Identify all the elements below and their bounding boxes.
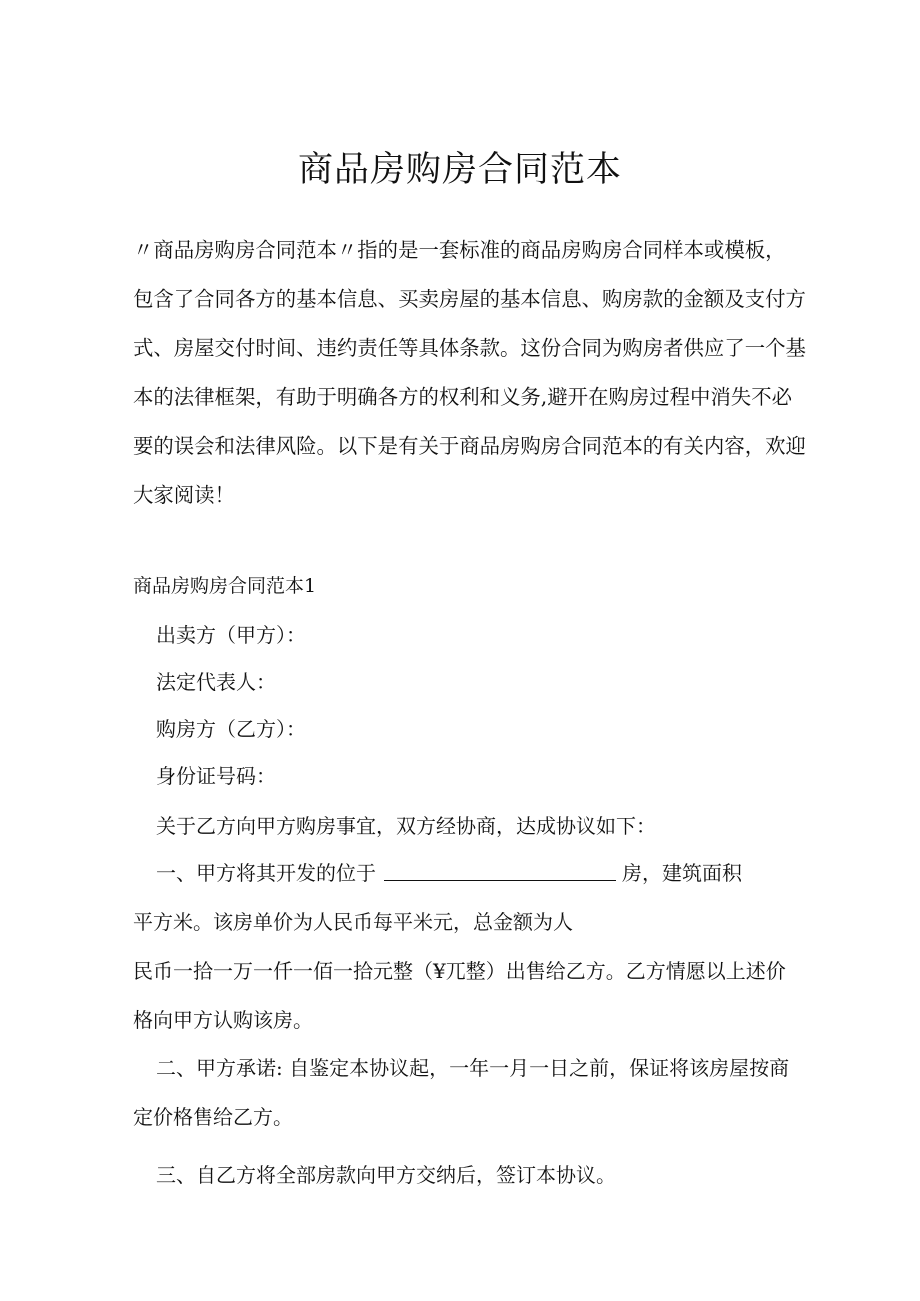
seller-field: 出卖方（甲方）：: [156, 623, 306, 647]
location-blank-line: [384, 860, 616, 881]
document-title: 商品房购房合同范本: [297, 150, 622, 190]
clause-1: [133, 849, 833, 1045]
intro-line: 要的误会和法律风险。以下是有关于商品房购房合同范本的有关内容，欢迎: [133, 434, 806, 458]
intro-line: 本的法律框架，有助于明确各方的权利和义务,避开在购房过程中消失不必: [133, 385, 792, 409]
buyer-field: 购房方（乙方）：: [156, 717, 306, 741]
clause-1-line-1: [133, 849, 833, 898]
clause-1-line-2: 平方米。该房单价为人民币每平米元，总金额为人: [133, 910, 573, 934]
clause-2-line-1: 二、甲方承诺: 自鉴定本协议起，一年一月一日之前，保证将该房屋按商: [156, 1056, 790, 1080]
intro-line: 式、房屋交付时间、违约责任等具体条款。这份合同为购房者供应了一个基: [133, 336, 806, 360]
intro-line: 〃商品房购房合同范本〃指的是一套标准的商品房购房合同样本或模板，: [133, 238, 786, 262]
clause-1-line-3: 民币一拾一万一仟一佰一拾元整（¥兀整）出售给乙方。乙方情愿以上述价: [133, 959, 786, 983]
agreement-intro: 关于乙方向甲方购房事宜，双方经协商，达成协议如下：: [156, 814, 656, 838]
section-heading: 商品房购房合同范本1: [133, 575, 317, 597]
clause-1-suffix: 房，建筑面积: [622, 861, 742, 885]
clause-3: 三、自乙方将全部房款向甲方交纳后，签订本协议。: [156, 1163, 616, 1187]
clause-2-line-2: 定价格售给乙方。: [133, 1105, 293, 1129]
id-number-field: 身份证号码：: [156, 764, 276, 788]
clause-2: [133, 1044, 833, 1142]
clause-1-line-4: 格向甲方认购该房。: [133, 1008, 313, 1032]
clause-1-prefix: 一、甲方将其开发的位于: [156, 861, 376, 885]
legal-rep-field: 法定代表人：: [156, 670, 276, 694]
intro-line: 包含了合同各方的基本信息、买卖房屋的基本信息、购房款的金额及支付方: [133, 287, 806, 311]
intro-paragraph: [133, 226, 806, 520]
intro-line: 大家阅读！: [133, 483, 235, 507]
